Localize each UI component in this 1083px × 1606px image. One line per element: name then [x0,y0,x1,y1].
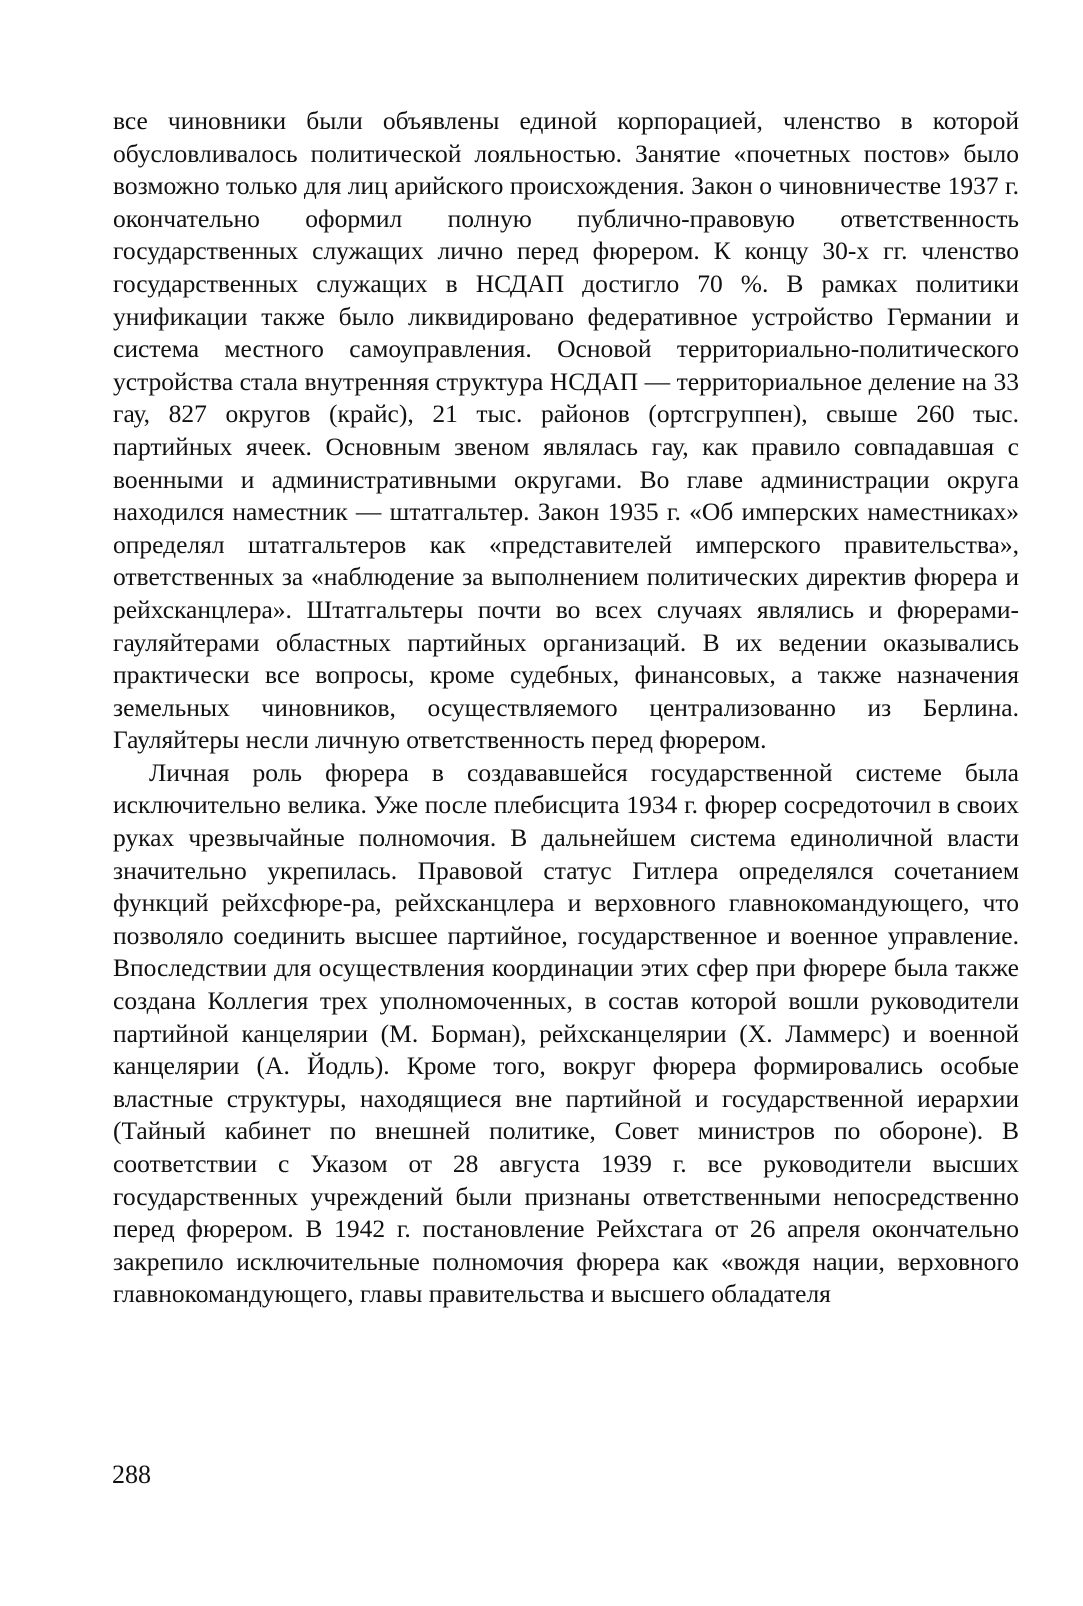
paragraph-continued: все чиновники были объявлены единой корпорацией, членство в которой обусловливалось политической лояльностью. Занятие «почетных постов» было возможно только для лиц арийского происхождения. Закон о чиновничестве 1937 г. окончательно оформил полную публично-правовую ответственность государственных служащих лично перед фюрером. К концу 30-х гг. членство государственных служащих в НСДАП достигло 70 %. В рамках политики унификации также было ликвидировано федеративное устройство Германии и система местного самоуправления. Основой территориально-политического устройства стала внутренняя структура НСДАП — территориальное деление на 33 гау, 827 округов (крайс), 21 тыс. районов (ортсгруппен), свыше 260 тыс. партийных ячеек. Основным звеном являлась гау, как правило совпадавшая с военными и административными округами. Во главе администрации округа находился наместник — штатгальтер. Закон 1935 г. «Об имперских наместниках» определял штатгальтеров как «представителей имперского правительства», ответственных за «наблюдение за выполнением политических директив фюрера и рейхсканцлера». Штатгальтеры почти во всех случаях являлись и фюрерами-гауляйтерами областных партийных организаций. В их ведении оказывались практически все вопросы, кроме судебных, финансовых, а также назначения земельных чиновников, осуществляемого централизованно из Берлина. Гауляйтеры несли личную ответственность перед фюрером. [113,106,1019,755]
paragraph-fuhrer-role: Личная роль фюрера в создававшейся государственной системе была исключительно велика. Уже после плебисцита 1934 г. фюрер сосредоточил в своих руках чрезвычайные полномочия. В дальнейшем система единоличной власти значительно укрепилась. Правовой статус Гитлера определялся сочетанием функций рейхсфюре-ра, рейхсканцлера и верховного главнокомандующего, что позволяло соединить высшее партийное, государственное и военное управление. Впоследствии для осуществления координации этих сфер при фюрере была также создана Коллегия трех уполномоченных, в состав которой вошли руководители партийной канцелярии (М. Борман), рейхсканцелярии (X. Ламмерс) и военной канцелярии (А. Йодль). Кроме того, вокруг фюрера формировались особые властные структуры, находящиеся вне партийной и государственной иерархии (Тайный кабинет по внешней политике, Совет министров по обороне). В соответствии с Указом от 28 августа 1939 г. все руководители высших государственных учреждений были признаны ответственными непосредственно перед фюрером. В 1942 г. постановление Рейхстага от 26 апреля окончательно закрепило исключительные полномочия фюрера как «вождя нации, верховного главнокомандующего, главы правительства и высшего обладателя [113,757,1019,1309]
page-number: 288 [112,1460,151,1489]
body-text [113,105,1019,1311]
